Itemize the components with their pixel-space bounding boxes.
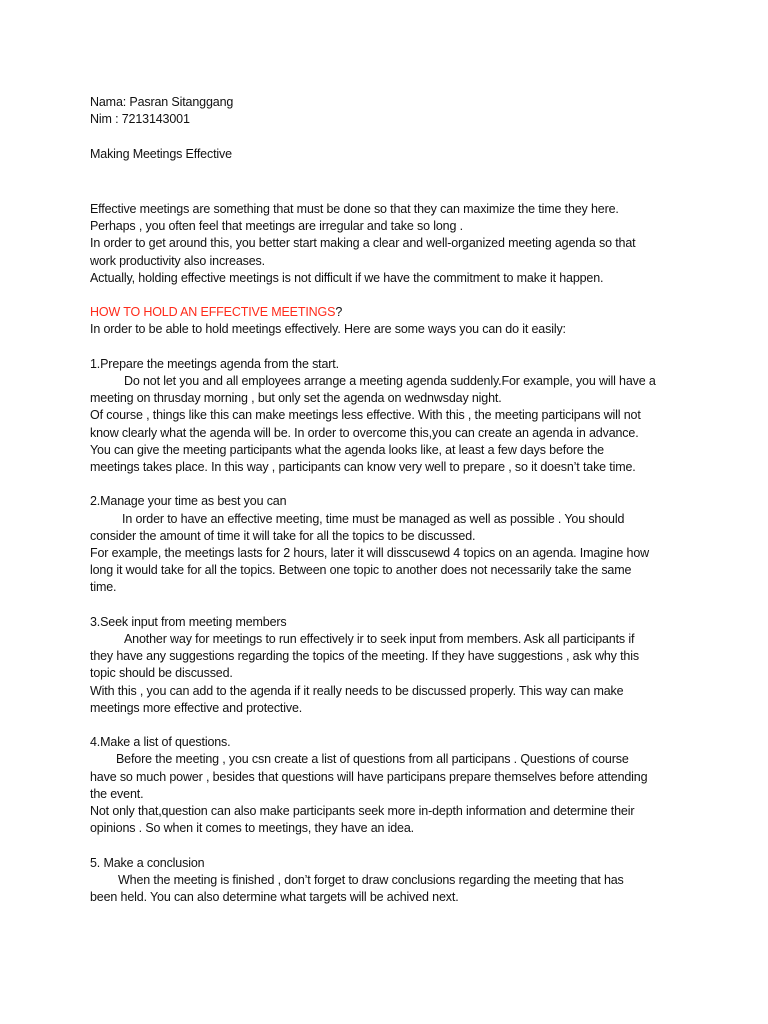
- section-line: consider the amount of time it will take for all the topics to be discussed.: [90, 528, 476, 543]
- how-to-heading-red: HOW TO HOLD AN EFFECTIVE MEETINGS: [90, 305, 336, 320]
- spacer: [90, 837, 710, 854]
- section-line: Not only that,question can also make participants seek more in-depth information and determine their: [90, 804, 635, 819]
- section-line: When the meeting is finished , don’t forget to draw conclusions regarding the meeting that has: [118, 872, 624, 887]
- how-to-intro: In order to be able to hold meetings effectively. Here are some ways you can do it easily:: [90, 322, 566, 337]
- section-heading: 5. Make a conclusion: [90, 855, 205, 870]
- section-line: meeting on thrusday morning , but only set the agenda on wednwsday night.: [90, 391, 502, 406]
- section-line: meetings more effective and protective.: [90, 700, 303, 715]
- section-line: been held. You can also determine what targets will be achived next.: [90, 890, 459, 905]
- section-line: You can give the meeting participants what the agenda looks like, at least a few days before the: [90, 442, 604, 457]
- section-line: the event.: [90, 786, 144, 801]
- how-to-heading-suffix: ?: [335, 305, 343, 320]
- section-line: Another way for meetings to run effectively ir to seek input from members. Ask all participants if: [124, 632, 635, 646]
- document-title: Making Meetings Effective: [90, 146, 232, 161]
- section-line: In order to have an effective meeting, time must be managed as well as possible . You should: [122, 511, 625, 526]
- section-line: With this , you can add to the agenda if it really needs to be discussed properly. This way can make: [90, 683, 624, 698]
- section-line: Do not let you and all employees arrange a meeting agenda suddenly.For example, you will have a: [124, 373, 656, 388]
- section-line: time.: [90, 580, 117, 595]
- section-1: [90, 356, 710, 476]
- section-line: topic should be discussed.: [90, 666, 233, 681]
- section-line: opinions . So when it comes to meetings, they have an idea.: [90, 821, 414, 836]
- section-line: Of course , things like this can make meetings less effective. With this , the meeting participans will not: [90, 408, 641, 423]
- student-nim: Nim : 7213143001: [90, 112, 190, 127]
- spacer: [90, 163, 710, 180]
- section-line: For example, the meetings lasts for 2 hours, later it will disscusewd 4 topics on an agenda. Imagine how: [90, 546, 649, 560]
- section-heading: 4.Make a list of questions.: [90, 735, 231, 750]
- section-line: they have any suggestions regarding the topics of the meeting. If they have suggestions , ask why this: [90, 649, 639, 664]
- spacer: [90, 287, 710, 304]
- how-to-heading: [90, 304, 710, 321]
- section-heading: 2.Manage your time as best you can: [90, 494, 287, 509]
- spacer: [90, 717, 710, 734]
- spacer: [90, 339, 710, 356]
- spacer: [90, 180, 710, 201]
- section-5: [90, 855, 710, 907]
- section-line: meetings takes place. In this way , participants can know very well to prepare , so it doesn’t take time.: [90, 460, 636, 474]
- section-line: long it would take for all the topics. Between one topic to another does not necessarily take the same: [90, 563, 632, 578]
- section-line: have so much power , besides that questions will have participans prepare themselves before attending: [90, 769, 648, 784]
- intro-line: work productivity also increases.: [90, 253, 265, 268]
- section-heading: 3.Seek input from meeting members: [90, 614, 287, 629]
- section-3: [90, 614, 710, 717]
- spacer: [90, 597, 710, 614]
- section-4: [90, 734, 710, 837]
- intro-line: Effective meetings are something that must be done so that they can maximize the time they here.: [90, 201, 619, 216]
- intro-line: Actually, holding effective meetings is not difficult if we have the commitment to make it happen.: [90, 270, 604, 285]
- section-2: [90, 493, 710, 596]
- section-line: know clearly what the agenda will be. In order to overcome this,you can create an agenda in advance.: [90, 425, 639, 440]
- section-heading: 1.Prepare the meetings agenda from the start.: [90, 356, 339, 371]
- document-page: [90, 94, 710, 906]
- spacer: [90, 476, 710, 493]
- intro-line: Perhaps , you often feel that meetings are irregular and take so long .: [90, 219, 463, 234]
- intro-paragraph: [90, 201, 710, 287]
- section-line: Before the meeting , you csn create a list of questions from all participans . Questions of course: [116, 752, 629, 767]
- student-name: Nama: Pasran Sitanggang: [90, 95, 234, 109]
- spacer: [90, 128, 710, 145]
- intro-line: In order to get around this, you better start making a clear and well-organized meeting agenda so that: [90, 236, 636, 251]
